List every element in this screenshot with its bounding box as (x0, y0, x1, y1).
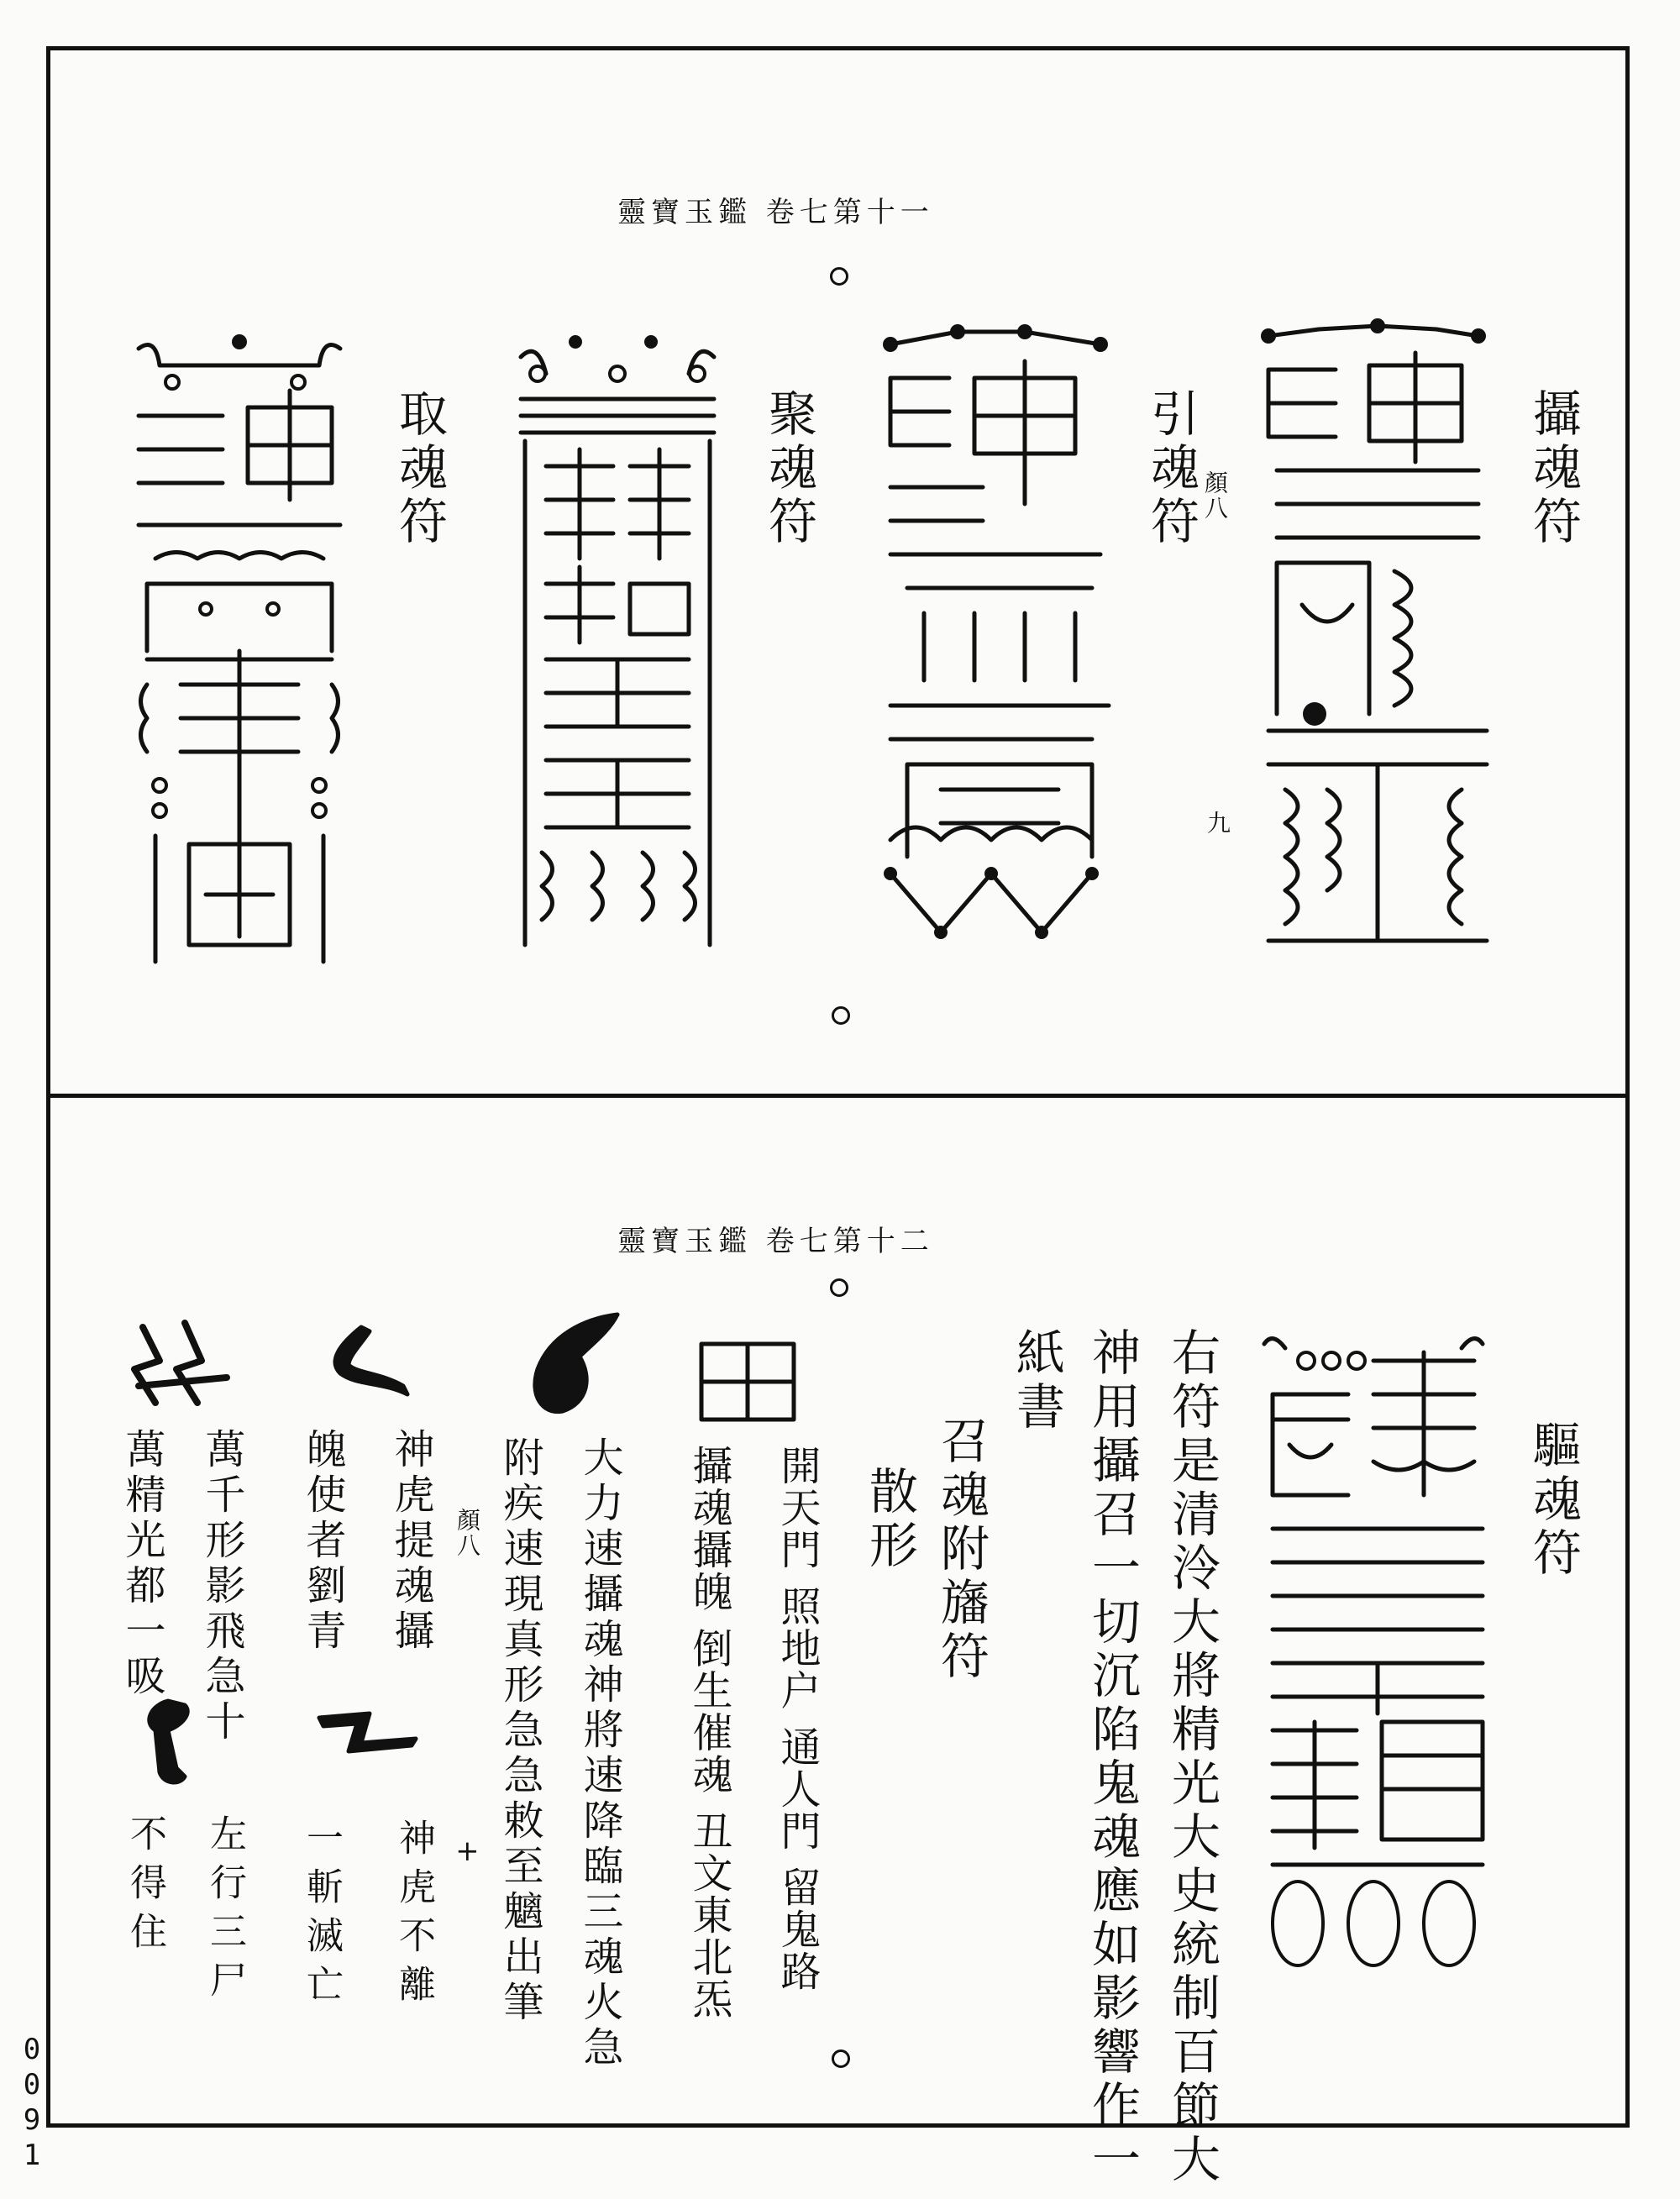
talisman-seal-icon (874, 319, 1126, 941)
text-column: 一斬滅亡 (300, 1819, 343, 2013)
brush-stroke-icon (517, 1310, 626, 1420)
text-column: 散形 (861, 1466, 918, 1573)
brush-stroke-icon (134, 1697, 218, 1789)
binding-hole-icon (830, 1278, 848, 1297)
talisman-seal-icon (1256, 1327, 1499, 1982)
binding-hole-icon (830, 267, 848, 286)
text-column: 不得住 (123, 1814, 166, 1960)
brush-stroke-icon (311, 1705, 420, 1764)
talisman-note: 顏八 (1201, 470, 1229, 521)
text-column: 紙書 (1008, 1327, 1065, 1435)
upper-running-head: 靈寶玉鑑 卷七第十一 (617, 196, 934, 229)
binding-hole-icon (832, 2049, 850, 2068)
gate-grid-icon (697, 1340, 798, 1424)
brush-stroke-icon (126, 1319, 235, 1411)
talisman-seal-icon (1252, 319, 1504, 958)
text-column: 萬精光都一吸 (118, 1428, 165, 1700)
talisman-title: 攝魂符 (1525, 388, 1582, 549)
page-divider (46, 1094, 1630, 1098)
talisman-title: 取魂符 (391, 388, 448, 549)
text-column: 左行三尸 (203, 1814, 246, 2009)
page-number: 0091 (15, 2033, 49, 2174)
talisman-title: 驅魂符 (1525, 1420, 1582, 1581)
talisman-seal-icon (512, 332, 722, 953)
text-column: 開天門 照地户 通人門 留鬼路 (774, 1445, 821, 1992)
marginal-mark: 九 (1204, 811, 1231, 836)
text-column: 魄使者劉青 (299, 1428, 346, 1655)
text-column: 召魂附旛符 (932, 1415, 990, 1684)
text-column: 攝魂攝魄 倒生催魂 丑文東北炁 (685, 1445, 732, 2020)
plus-mark: + (451, 1839, 485, 1866)
text-note: 顏八 (454, 1508, 481, 1558)
talisman-seal-icon (130, 332, 349, 970)
talisman-title: 聚魂符 (760, 388, 817, 549)
talisman-title: 引魂符 (1142, 388, 1200, 549)
text-column: 右符是清泠大將精光大史統制百節大 (1163, 1327, 1221, 2187)
text-column: 萬千形影飛急十 (198, 1428, 245, 1745)
text-column: 大力速攝魂神將速降臨三魂火急 (576, 1436, 623, 2071)
text-column: 神虎提魂攝 (387, 1428, 434, 1655)
brush-stroke-icon (323, 1323, 416, 1399)
lower-running-head: 靈寶玉鑑 卷七第十二 (617, 1225, 934, 1258)
text-column: 神虎不離 (392, 1819, 435, 2013)
text-column: 附疾速現真形急急敕至魑出筆 (496, 1436, 543, 2026)
text-column: 神用攝召一切沉陷鬼魂應如影響作一 (1084, 1327, 1141, 2187)
binding-hole-icon (832, 1006, 850, 1025)
